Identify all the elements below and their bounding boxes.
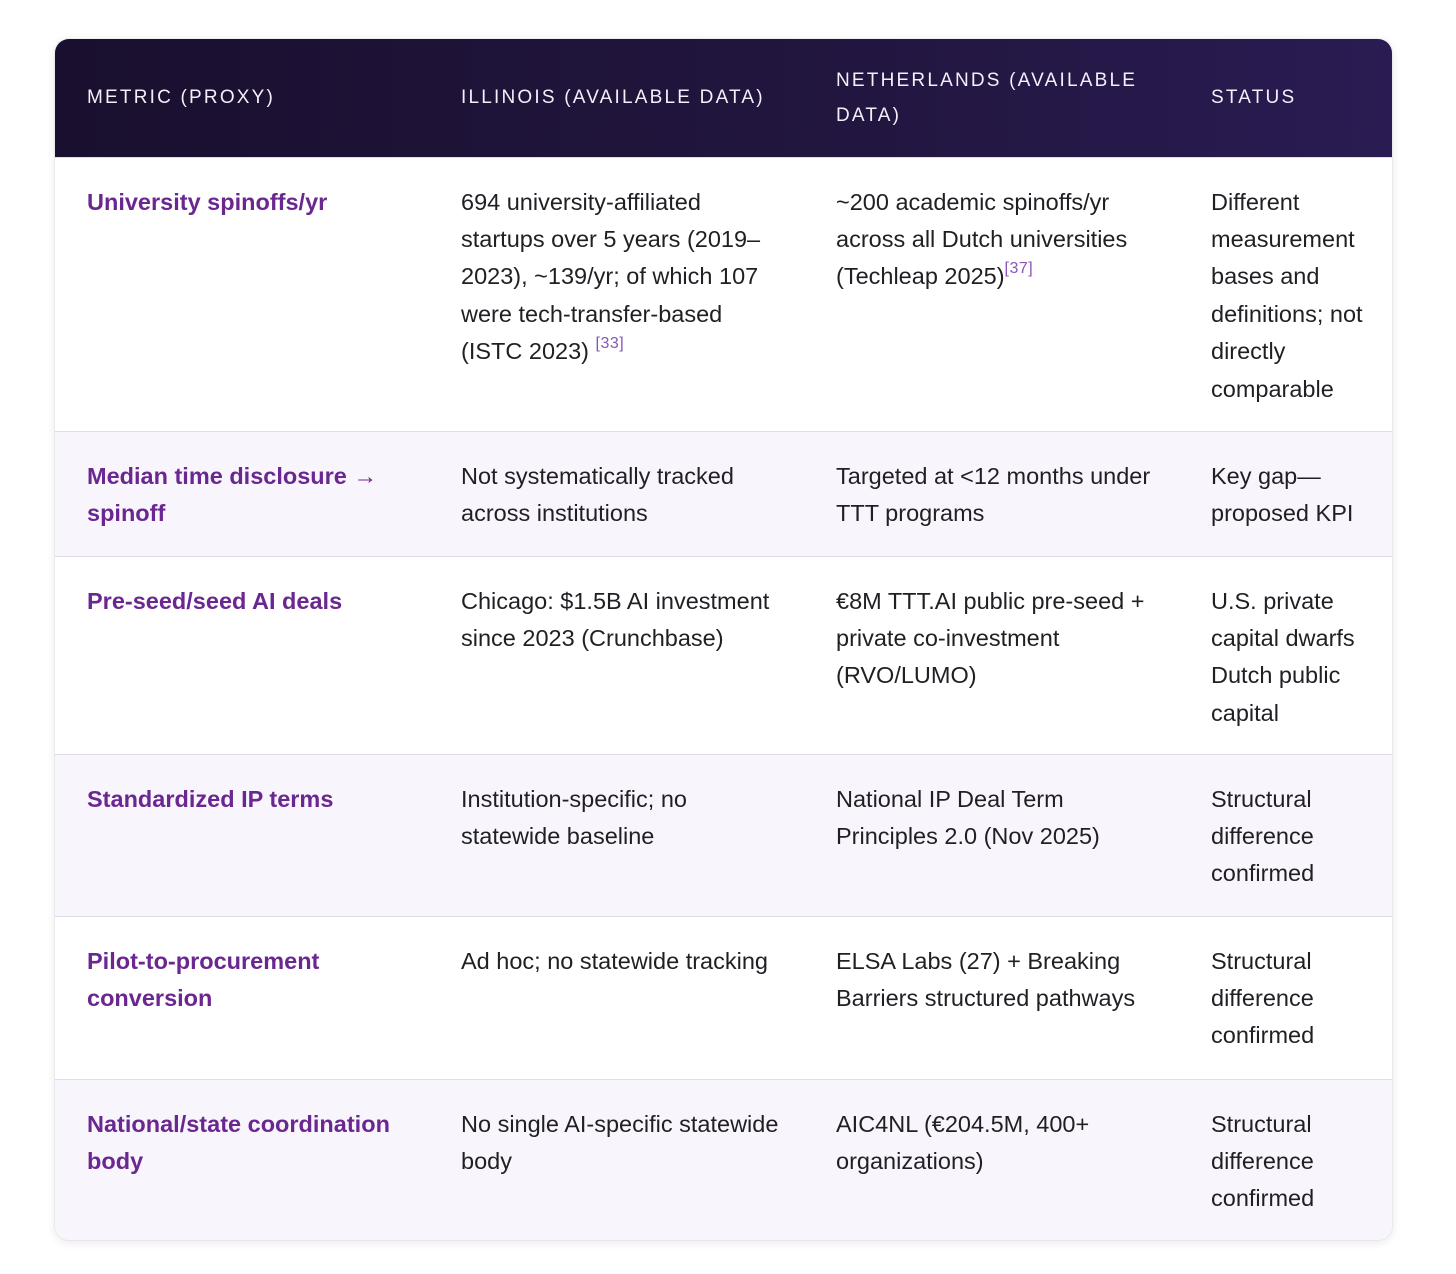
status-cell: [1179, 754, 1392, 916]
metric-cell: [55, 431, 429, 556]
status-text: Different measurement bases and definitions; not directly comparable: [1211, 188, 1363, 402]
status-cell: [1179, 431, 1392, 556]
status-cell: [1179, 1079, 1392, 1240]
header-netherlands: NETHERLANDS (AVAILABLE DATA): [836, 69, 1138, 126]
status-cell: [1179, 556, 1392, 754]
metric-label: Pre-seed/seed AI deals: [87, 587, 343, 614]
illinois-cell: [429, 754, 804, 916]
citation-link[interactable]: [37]: [1004, 260, 1034, 278]
table-body: [55, 157, 1392, 1240]
status-text: U.S. private capital dwarfs Dutch public capital: [1211, 587, 1355, 726]
illinois-text: Institution-specific; no statewide baseline: [461, 785, 687, 849]
status-cell: [1179, 916, 1392, 1079]
metric-label: Standardized IP terms: [87, 785, 334, 812]
illinois-text: Chicago: $1.5B AI investment since 2023 (Crunchbase): [461, 587, 770, 651]
header-metric: METRIC (PROXY): [87, 87, 276, 109]
comparison-table-card: [55, 39, 1392, 1240]
metric-cell: [55, 1079, 429, 1240]
netherlands-cell: [804, 754, 1179, 916]
metric-label: Median time disclosure → spinoff: [87, 462, 377, 526]
netherlands-text: AIC4NL (€204.5M, 400+ organizations): [836, 1110, 1090, 1174]
netherlands-cell: [804, 556, 1179, 754]
status-text: Structural difference confirmed: [1211, 1110, 1315, 1212]
netherlands-text: ~200 academic spinoffs/yr across all Dutch universities (Techleap 2025): [836, 188, 1128, 290]
netherlands-text: ELSA Labs (27) + Breaking Barriers structured pathways: [836, 947, 1136, 1011]
metric-cell: [55, 754, 429, 916]
illinois-cell: [429, 431, 804, 556]
illinois-text: Ad hoc; no statewide tracking: [461, 947, 768, 974]
metric-cell: [55, 157, 429, 431]
netherlands-text: National IP Deal Term Principles 2.0 (Nov 2025): [836, 785, 1100, 849]
illinois-text: Not systematically tracked across institutions: [461, 462, 734, 526]
table-row: [55, 157, 1392, 431]
header-status: STATUS: [1211, 87, 1297, 109]
netherlands-cell: [804, 1079, 1179, 1240]
status-text: Key gap—proposed KPI: [1211, 462, 1354, 526]
illinois-cell: [429, 556, 804, 754]
netherlands-cell: [804, 431, 1179, 556]
illinois-cell: [429, 1079, 804, 1240]
comparison-table: [55, 39, 1392, 1240]
metric-cell: [55, 916, 429, 1079]
metric-label: University spinoffs/yr: [87, 188, 328, 215]
status-text: Structural difference confirmed: [1211, 947, 1315, 1049]
table-row: [55, 754, 1392, 916]
status-text: Structural difference confirmed: [1211, 785, 1315, 887]
illinois-cell: [429, 916, 804, 1079]
table-header: [55, 39, 1392, 157]
metric-label: Pilot-to-procurement conversion: [87, 947, 320, 1011]
header-illinois: ILLINOIS (AVAILABLE DATA): [461, 87, 765, 109]
netherlands-text: Targeted at <12 months under TTT programs: [836, 462, 1151, 526]
illinois-text: 694 university-affiliated startups over 5 years (2019–2023), ~139/yr; of which 107 were tech-transfer-based (ISTC 2023): [461, 188, 761, 365]
netherlands-text: €8M TTT.AI public pre-seed + private co-investment (RVO/LUMO): [836, 587, 1145, 689]
netherlands-cell: [804, 916, 1179, 1079]
citation-link[interactable]: [33]: [595, 335, 625, 353]
table-row: [55, 431, 1392, 556]
table-row: [55, 916, 1392, 1079]
illinois-text: No single AI-specific statewide body: [461, 1110, 779, 1174]
illinois-cell: [429, 157, 804, 431]
netherlands-cell: [804, 157, 1179, 431]
status-cell: [1179, 157, 1392, 431]
table-row: [55, 556, 1392, 754]
metric-cell: [55, 556, 429, 754]
metric-label: National/state coordination body: [87, 1110, 390, 1174]
header-row: [55, 39, 1392, 157]
table-row: [55, 1079, 1392, 1240]
